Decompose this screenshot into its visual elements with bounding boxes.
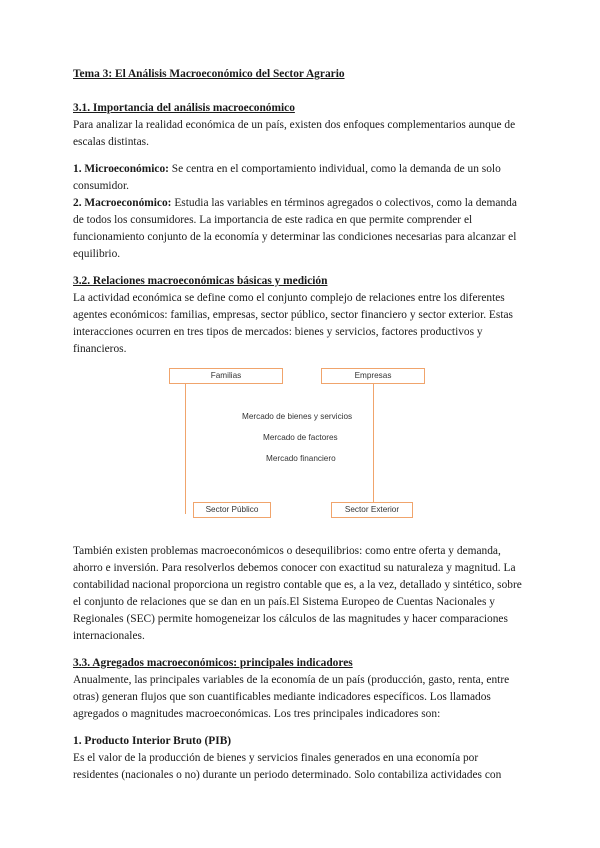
diagram-line-right	[373, 376, 374, 514]
section-3-2-heading: 3.2. Relaciones macroeconómicas básicas y medición	[73, 275, 328, 287]
market-bienes-servicios: Mercado de bienes y servicios	[242, 412, 353, 421]
macroeconomico-label: 2. Macroeconómico:	[73, 197, 172, 209]
section-3-1-heading: 3.1. Importancia del análisis macroeconómico	[73, 102, 295, 114]
macroeconomico-item	[73, 195, 525, 263]
section-3-2-paragraph-1: La actividad económica se define como el conjunto complejo de relaciones entre los diferentes agentes económicos: familias, empresas, sector público, sector financiero y sector exterior. Estas interacciones ocurren en tres tipos de mercados: bienes y servicios, factores productivos y financieros.	[73, 292, 513, 355]
section-3-2-paragraph-2: También existen problemas macroeconómicos o desequilibrios: como entre oferta y demanda, ahorro e inversión. Para resolverlos debemos conocer con exactitud su naturaleza y magnitud. La contabilidad nacional proporciona un registro contable que es, a la vez, detallado y sintético, sobre el conjunto de relaciones que se dan en un país.El Sistema Europeo de Cuentas Nacionales y Regionales (SEC) permite homogeneizar los cálculos de las magnitudes y hacer comparaciones internacionales.	[73, 545, 522, 642]
box-sector-exterior: Sector Exterior	[331, 502, 413, 518]
pib-paragraph: Es el valor de la producción de bienes y servicios finales generados en una economía por residentes (nacionales o no) durante un periodo determinado. Solo contabiliza actividades con	[73, 752, 502, 781]
diagram-line-left	[185, 376, 186, 514]
box-familias: Familias	[169, 368, 283, 384]
market-factores: Mercado de factores	[263, 433, 338, 442]
microeconomico-item	[73, 161, 525, 195]
microeconomico-label: 1. Microeconómico:	[73, 163, 169, 175]
section-3-3-heading: 3.3. Agregados macroeconómicos: principales indicadores	[73, 657, 353, 669]
box-empresas: Empresas	[321, 368, 425, 384]
box-sector-publico: Sector Público	[193, 502, 271, 518]
document-page	[73, 66, 525, 784]
economic-agents-diagram	[73, 366, 525, 531]
market-financiero: Mercado financiero	[266, 454, 336, 463]
document-title: Tema 3: El Análisis Macroeconómico del Sector Agrario	[73, 68, 345, 80]
section-3-1-intro: Para analizar la realidad económica de un país, existen dos enfoques complementarios aunque de escalas distintas.	[73, 119, 516, 148]
pib-heading: 1. Producto Interior Bruto (PIB)	[73, 735, 232, 747]
macroeconomico-text: Estudia las variables en términos agregados o colectivos, como la demanda de todos los consumidores. La importancia de este radica en que permite comprender el funcionamiento conjunto de la economía y determinar las condiciones necesarias para alcanzar el equilibrio.	[73, 197, 517, 260]
section-3-3-paragraph-1: Anualmente, las principales variables de la economía de un país (producción, gasto, renta, entre otras) generan flujos que son cuantificables mediante indicadores específicos. Los llamados agregados o magnitudes macroeconómicas. Los tres principales indicadores son:	[73, 674, 510, 720]
microeconomico-text: Se centra en el comportamiento individual, como la demanda de un solo consumidor.	[73, 163, 501, 192]
